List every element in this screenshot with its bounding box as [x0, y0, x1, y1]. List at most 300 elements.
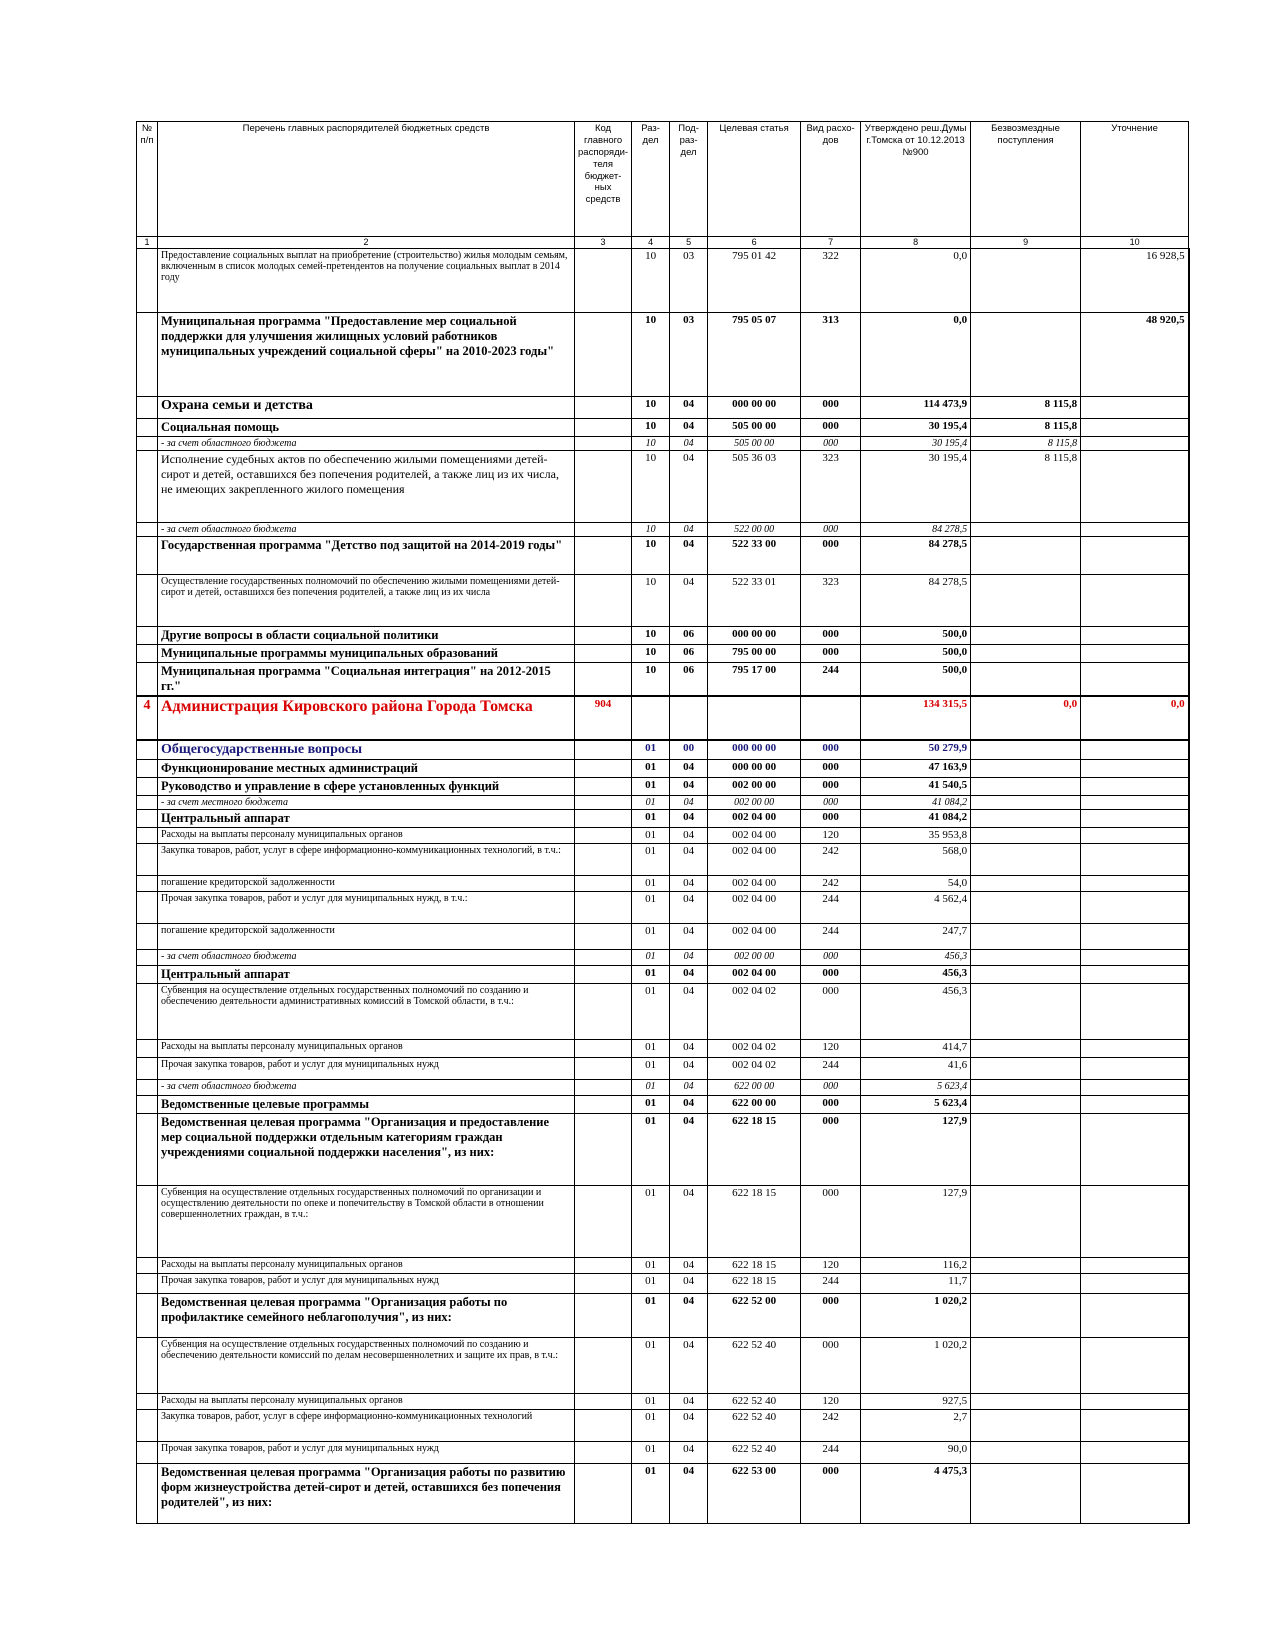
row-code [575, 796, 632, 810]
row-target: 000 00 00 [708, 740, 801, 760]
row-code [575, 627, 632, 645]
row-number [137, 760, 158, 778]
row-podrazdel: 04 [670, 876, 708, 892]
row-expense-type: 000 [801, 419, 861, 437]
row-podrazdel: 04 [670, 760, 708, 778]
row-approved: 134 315,5 [861, 696, 971, 740]
row-target: 002 04 00 [708, 892, 801, 924]
row-adjustment [1081, 966, 1189, 984]
row-approved: 11,7 [861, 1274, 971, 1294]
row-razdel: 01 [632, 1410, 670, 1442]
column-number-row [137, 237, 1189, 249]
row-grants [971, 778, 1081, 796]
row-name: Муниципальная программа "Предоставление мер социальной поддержки для улучшения жилищных условий работников муниципальных учреждений социальной сферы" на 2010-2023 годы" [158, 313, 575, 397]
row-razdel: 10 [632, 523, 670, 537]
row-number [137, 876, 158, 892]
row-podrazdel: 04 [670, 1040, 708, 1058]
row-podrazdel: 03 [670, 249, 708, 313]
table-row [137, 397, 1189, 419]
row-adjustment [1081, 537, 1189, 575]
row-name: Субвенция на осуществление отдельных государственных полномочий по созданию и обеспечению деятельности комиссий по делам несовершеннолетних и защите их прав, в т.ч.: [158, 1338, 575, 1394]
row-target: 000 00 00 [708, 627, 801, 645]
row-target: 002 04 00 [708, 810, 801, 828]
row-razdel: 01 [632, 1114, 670, 1186]
table-row [137, 1186, 1189, 1258]
row-number [137, 984, 158, 1040]
row-razdel: 01 [632, 810, 670, 828]
row-name: - за счет местного бюджета [158, 796, 575, 810]
row-name: - за счет областного бюджета [158, 950, 575, 966]
row-number [137, 1294, 158, 1338]
row-approved: 35 953,8 [861, 828, 971, 844]
row-approved: 5 623,4 [861, 1080, 971, 1096]
row-adjustment [1081, 1080, 1189, 1096]
row-podrazdel: 04 [670, 397, 708, 419]
row-target: 002 04 02 [708, 984, 801, 1040]
row-name: Руководство и управление в сфере установленных функций [158, 778, 575, 796]
row-code [575, 523, 632, 537]
row-grants [971, 1096, 1081, 1114]
table-row [137, 523, 1189, 537]
row-name: Прочая закупка товаров, работ и услуг для муниципальных нужд [158, 1274, 575, 1294]
row-podrazdel: 06 [670, 627, 708, 645]
col-header-name: Перечень главных распорядителей бюджетных средств [158, 122, 575, 237]
row-name: Предоставление социальных выплат на приобретение (строительство) жилья молодым семьям, включенным в список молодых семей-претендентов на получение социальных выплат в 2014 году [158, 249, 575, 313]
row-podrazdel: 04 [670, 892, 708, 924]
row-grants [971, 984, 1081, 1040]
row-target: 002 00 00 [708, 796, 801, 810]
row-number [137, 645, 158, 663]
row-code [575, 924, 632, 950]
table-row [137, 828, 1189, 844]
row-razdel: 01 [632, 1258, 670, 1274]
row-target: 622 52 40 [708, 1394, 801, 1410]
row-podrazdel: 04 [670, 1186, 708, 1258]
row-grants [971, 876, 1081, 892]
budget-table-container [136, 121, 1190, 1524]
row-adjustment [1081, 740, 1189, 760]
row-adjustment [1081, 1274, 1189, 1294]
row-razdel: 10 [632, 419, 670, 437]
row-target: 002 00 00 [708, 950, 801, 966]
row-adjustment [1081, 844, 1189, 876]
row-approved: 500,0 [861, 645, 971, 663]
row-adjustment [1081, 1058, 1189, 1080]
row-adjustment [1081, 778, 1189, 796]
row-code [575, 892, 632, 924]
table-row [137, 1410, 1189, 1442]
row-target: 000 00 00 [708, 760, 801, 778]
row-grants [971, 828, 1081, 844]
row-target: 622 52 40 [708, 1410, 801, 1442]
col-header-grants: Безвозмездные поступления [971, 122, 1081, 237]
row-grants: 8 115,8 [971, 419, 1081, 437]
row-adjustment [1081, 451, 1189, 523]
row-grants [971, 1258, 1081, 1274]
row-expense-type: 244 [801, 924, 861, 950]
row-razdel: 01 [632, 966, 670, 984]
row-number [137, 1442, 158, 1464]
row-approved: 247,7 [861, 924, 971, 950]
row-podrazdel: 04 [670, 523, 708, 537]
row-razdel: 10 [632, 575, 670, 627]
table-row [137, 696, 1189, 740]
row-expense-type: 000 [801, 740, 861, 760]
row-number [137, 1394, 158, 1410]
row-name: Муниципальная программа "Социальная интеграция" на 2012-2015 гг." [158, 663, 575, 697]
row-target: 505 36 03 [708, 451, 801, 523]
row-code [575, 810, 632, 828]
row-podrazdel: 04 [670, 1338, 708, 1394]
row-expense-type: 000 [801, 437, 861, 451]
row-grants [971, 1186, 1081, 1258]
row-approved: 0,0 [861, 313, 971, 397]
row-code [575, 844, 632, 876]
row-name: Охрана семьи и детства [158, 397, 575, 419]
table-row [137, 1058, 1189, 1080]
row-number [137, 966, 158, 984]
row-approved: 84 278,5 [861, 523, 971, 537]
row-number: 4 [137, 696, 158, 740]
row-target: 002 04 00 [708, 876, 801, 892]
row-name: Расходы на выплаты персоналу муниципальных органов [158, 1258, 575, 1274]
row-expense-type: 000 [801, 810, 861, 828]
row-expense-type: 000 [801, 778, 861, 796]
row-razdel: 10 [632, 627, 670, 645]
row-adjustment [1081, 924, 1189, 950]
row-target: 002 04 00 [708, 924, 801, 950]
row-razdel: 01 [632, 892, 670, 924]
row-adjustment [1081, 1258, 1189, 1274]
table-row [137, 810, 1189, 828]
row-name: Расходы на выплаты персоналу муниципальных органов [158, 828, 575, 844]
row-code [575, 876, 632, 892]
table-row [137, 892, 1189, 924]
row-target: 795 00 00 [708, 645, 801, 663]
row-number [137, 828, 158, 844]
row-grants [971, 760, 1081, 778]
row-razdel: 01 [632, 1464, 670, 1524]
row-grants [971, 575, 1081, 627]
row-approved: 30 195,4 [861, 419, 971, 437]
row-code [575, 1338, 632, 1394]
row-razdel: 01 [632, 1096, 670, 1114]
table-row [137, 1394, 1189, 1410]
row-number [137, 844, 158, 876]
row-expense-type: 000 [801, 950, 861, 966]
col-number: 10 [1081, 237, 1189, 249]
row-expense-type: 242 [801, 876, 861, 892]
row-code [575, 537, 632, 575]
row-expense-type: 120 [801, 828, 861, 844]
row-name: Центральный аппарат [158, 966, 575, 984]
row-number [137, 1338, 158, 1394]
row-grants [971, 1114, 1081, 1186]
row-grants [971, 1040, 1081, 1058]
row-adjustment: 48 920,5 [1081, 313, 1189, 397]
row-podrazdel: 06 [670, 663, 708, 697]
row-target: 622 53 00 [708, 1464, 801, 1524]
table-row [137, 1338, 1189, 1394]
row-expense-type: 322 [801, 249, 861, 313]
row-grants [971, 663, 1081, 697]
row-approved: 41 084,2 [861, 810, 971, 828]
row-name: Закупка товаров, работ, услуг в сфере информационно-коммуникационных технологий, в т.ч.: [158, 844, 575, 876]
row-name: Социальная помощь [158, 419, 575, 437]
row-podrazdel: 04 [670, 1294, 708, 1338]
table-row [137, 313, 1189, 397]
row-expense-type: 242 [801, 1410, 861, 1442]
row-number [137, 740, 158, 760]
row-podrazdel: 04 [670, 796, 708, 810]
row-podrazdel [670, 696, 708, 740]
table-row [137, 575, 1189, 627]
row-code [575, 1442, 632, 1464]
row-code [575, 451, 632, 523]
row-podrazdel: 04 [670, 537, 708, 575]
table-row [137, 966, 1189, 984]
row-target: 622 18 15 [708, 1114, 801, 1186]
table-row [137, 249, 1189, 313]
row-grants [971, 1058, 1081, 1080]
row-razdel: 01 [632, 1058, 670, 1080]
row-target: 000 00 00 [708, 397, 801, 419]
row-name: Расходы на выплаты персоналу муниципальных органов [158, 1394, 575, 1410]
row-expense-type: 000 [801, 1464, 861, 1524]
row-target: 002 04 00 [708, 966, 801, 984]
row-adjustment [1081, 1394, 1189, 1410]
row-podrazdel: 04 [670, 437, 708, 451]
table-row [137, 1442, 1189, 1464]
row-approved: 127,9 [861, 1186, 971, 1258]
row-number [137, 523, 158, 537]
col-number: 2 [158, 237, 575, 249]
table-row [137, 740, 1189, 760]
row-grants [971, 1338, 1081, 1394]
table-row [137, 760, 1189, 778]
row-grants [971, 645, 1081, 663]
row-name: Функционирование местных администраций [158, 760, 575, 778]
row-target: 505 00 00 [708, 419, 801, 437]
row-name: Ведомственная целевая программа "Организация работы по развитию форм жизнеустройства детей-сирот и детей, оставшихся без попечения родителей", из них: [158, 1464, 575, 1524]
row-expense-type: 000 [801, 537, 861, 575]
row-razdel: 10 [632, 437, 670, 451]
row-expense-type: 000 [801, 523, 861, 537]
row-razdel: 01 [632, 1394, 670, 1410]
col-header-target: Целевая статья [708, 122, 801, 237]
row-expense-type: 000 [801, 760, 861, 778]
row-approved: 1 020,2 [861, 1338, 971, 1394]
col-header-expense-type: Вид расхо-дов [801, 122, 861, 237]
row-code [575, 950, 632, 966]
row-name: - за счет областного бюджета [158, 437, 575, 451]
header-row [137, 122, 1189, 237]
row-grants [971, 1294, 1081, 1338]
row-grants: 8 115,8 [971, 437, 1081, 451]
row-name: - за счет областного бюджета [158, 1080, 575, 1096]
col-number: 1 [137, 237, 158, 249]
row-grants [971, 1442, 1081, 1464]
row-name: Закупка товаров, работ, услуг в сфере информационно-коммуникационных технологий [158, 1410, 575, 1442]
row-razdel: 10 [632, 397, 670, 419]
row-razdel: 10 [632, 645, 670, 663]
row-podrazdel: 04 [670, 1058, 708, 1080]
row-code [575, 1274, 632, 1294]
row-grants [971, 810, 1081, 828]
row-expense-type: 000 [801, 1294, 861, 1338]
row-adjustment [1081, 663, 1189, 697]
row-number [137, 451, 158, 523]
table-row [137, 844, 1189, 876]
row-expense-type: 000 [801, 1080, 861, 1096]
row-adjustment [1081, 523, 1189, 537]
row-number [137, 437, 158, 451]
row-code [575, 740, 632, 760]
row-name: Другие вопросы в области социальной политики [158, 627, 575, 645]
row-name: Субвенция на осуществление отдельных государственных полномочий по созданию и обеспечению деятельности административных комиссий в Томской области, в т.ч.: [158, 984, 575, 1040]
row-approved: 50 279,9 [861, 740, 971, 760]
col-header-num: № п/п [137, 122, 158, 237]
row-grants [971, 796, 1081, 810]
row-approved: 30 195,4 [861, 451, 971, 523]
row-code [575, 966, 632, 984]
row-code [575, 1096, 632, 1114]
table-row [137, 1464, 1189, 1524]
row-code [575, 575, 632, 627]
row-code [575, 397, 632, 419]
row-expense-type: 120 [801, 1394, 861, 1410]
row-approved: 4 562,4 [861, 892, 971, 924]
row-expense-type [801, 696, 861, 740]
row-number [137, 1058, 158, 1080]
row-approved: 41 540,5 [861, 778, 971, 796]
row-approved: 0,0 [861, 249, 971, 313]
row-target: 622 18 15 [708, 1274, 801, 1294]
row-adjustment [1081, 796, 1189, 810]
row-grants [971, 1080, 1081, 1096]
row-code [575, 828, 632, 844]
row-target: 002 04 00 [708, 844, 801, 876]
col-number: 3 [575, 237, 632, 249]
row-code [575, 1294, 632, 1338]
row-podrazdel: 04 [670, 1258, 708, 1274]
row-target [708, 696, 801, 740]
row-target: 002 04 00 [708, 828, 801, 844]
row-grants [971, 924, 1081, 950]
row-number [137, 924, 158, 950]
row-adjustment [1081, 397, 1189, 419]
row-razdel: 01 [632, 1040, 670, 1058]
row-razdel: 01 [632, 984, 670, 1040]
row-expense-type: 000 [801, 1186, 861, 1258]
table-row [137, 1114, 1189, 1186]
row-expense-type: 000 [801, 984, 861, 1040]
row-expense-type: 000 [801, 627, 861, 645]
row-number [137, 1410, 158, 1442]
row-approved: 456,3 [861, 984, 971, 1040]
row-code [575, 249, 632, 313]
row-number [137, 419, 158, 437]
row-target: 002 00 00 [708, 778, 801, 796]
row-grants: 8 115,8 [971, 451, 1081, 523]
row-approved: 84 278,5 [861, 575, 971, 627]
row-number [137, 1096, 158, 1114]
row-podrazdel: 04 [670, 844, 708, 876]
row-expense-type: 313 [801, 313, 861, 397]
row-podrazdel: 04 [670, 1096, 708, 1114]
row-adjustment [1081, 1114, 1189, 1186]
row-adjustment [1081, 1040, 1189, 1058]
row-number [137, 249, 158, 313]
row-approved: 4 475,3 [861, 1464, 971, 1524]
row-podrazdel: 04 [670, 924, 708, 950]
row-adjustment [1081, 1294, 1189, 1338]
table-row [137, 437, 1189, 451]
row-razdel: 01 [632, 1294, 670, 1338]
row-name: Расходы на выплаты персоналу муниципальных органов [158, 1040, 575, 1058]
row-approved: 114 473,9 [861, 397, 971, 419]
row-code [575, 1080, 632, 1096]
row-number [137, 1080, 158, 1096]
row-approved: 30 195,4 [861, 437, 971, 451]
row-target: 002 04 02 [708, 1040, 801, 1058]
row-adjustment [1081, 1464, 1189, 1524]
row-target: 002 04 02 [708, 1058, 801, 1080]
row-number [137, 397, 158, 419]
row-number [137, 810, 158, 828]
row-adjustment [1081, 984, 1189, 1040]
row-code [575, 663, 632, 697]
row-number [137, 796, 158, 810]
row-approved: 927,5 [861, 1394, 971, 1410]
row-grants [971, 740, 1081, 760]
row-grants [971, 249, 1081, 313]
row-target: 622 00 00 [708, 1080, 801, 1096]
row-podrazdel: 04 [670, 1274, 708, 1294]
row-code [575, 760, 632, 778]
row-number [137, 627, 158, 645]
row-name: Общегосударственные вопросы [158, 740, 575, 760]
row-code [575, 1464, 632, 1524]
row-approved: 568,0 [861, 844, 971, 876]
row-name: Прочая закупка товаров, работ и услуг для муниципальных нужд [158, 1058, 575, 1080]
table-row [137, 1096, 1189, 1114]
row-expense-type: 000 [801, 1096, 861, 1114]
row-razdel: 01 [632, 950, 670, 966]
row-expense-type: 000 [801, 1114, 861, 1186]
row-code [575, 313, 632, 397]
row-razdel: 01 [632, 844, 670, 876]
row-expense-type: 000 [801, 1338, 861, 1394]
row-razdel: 01 [632, 778, 670, 796]
row-number [137, 778, 158, 796]
row-name: Администрация Кировского района Города Томска [158, 696, 575, 740]
row-grants [971, 1274, 1081, 1294]
row-approved: 41 084,2 [861, 796, 971, 810]
row-target: 622 52 40 [708, 1442, 801, 1464]
col-number: 6 [708, 237, 801, 249]
row-name: Ведомственные целевые программы [158, 1096, 575, 1114]
row-podrazdel: 04 [670, 1410, 708, 1442]
row-code [575, 419, 632, 437]
row-expense-type: 000 [801, 397, 861, 419]
row-code [575, 1394, 632, 1410]
row-grants [971, 313, 1081, 397]
row-expense-type: 244 [801, 1442, 861, 1464]
row-grants [971, 1394, 1081, 1410]
row-podrazdel: 04 [670, 778, 708, 796]
row-number [137, 1274, 158, 1294]
